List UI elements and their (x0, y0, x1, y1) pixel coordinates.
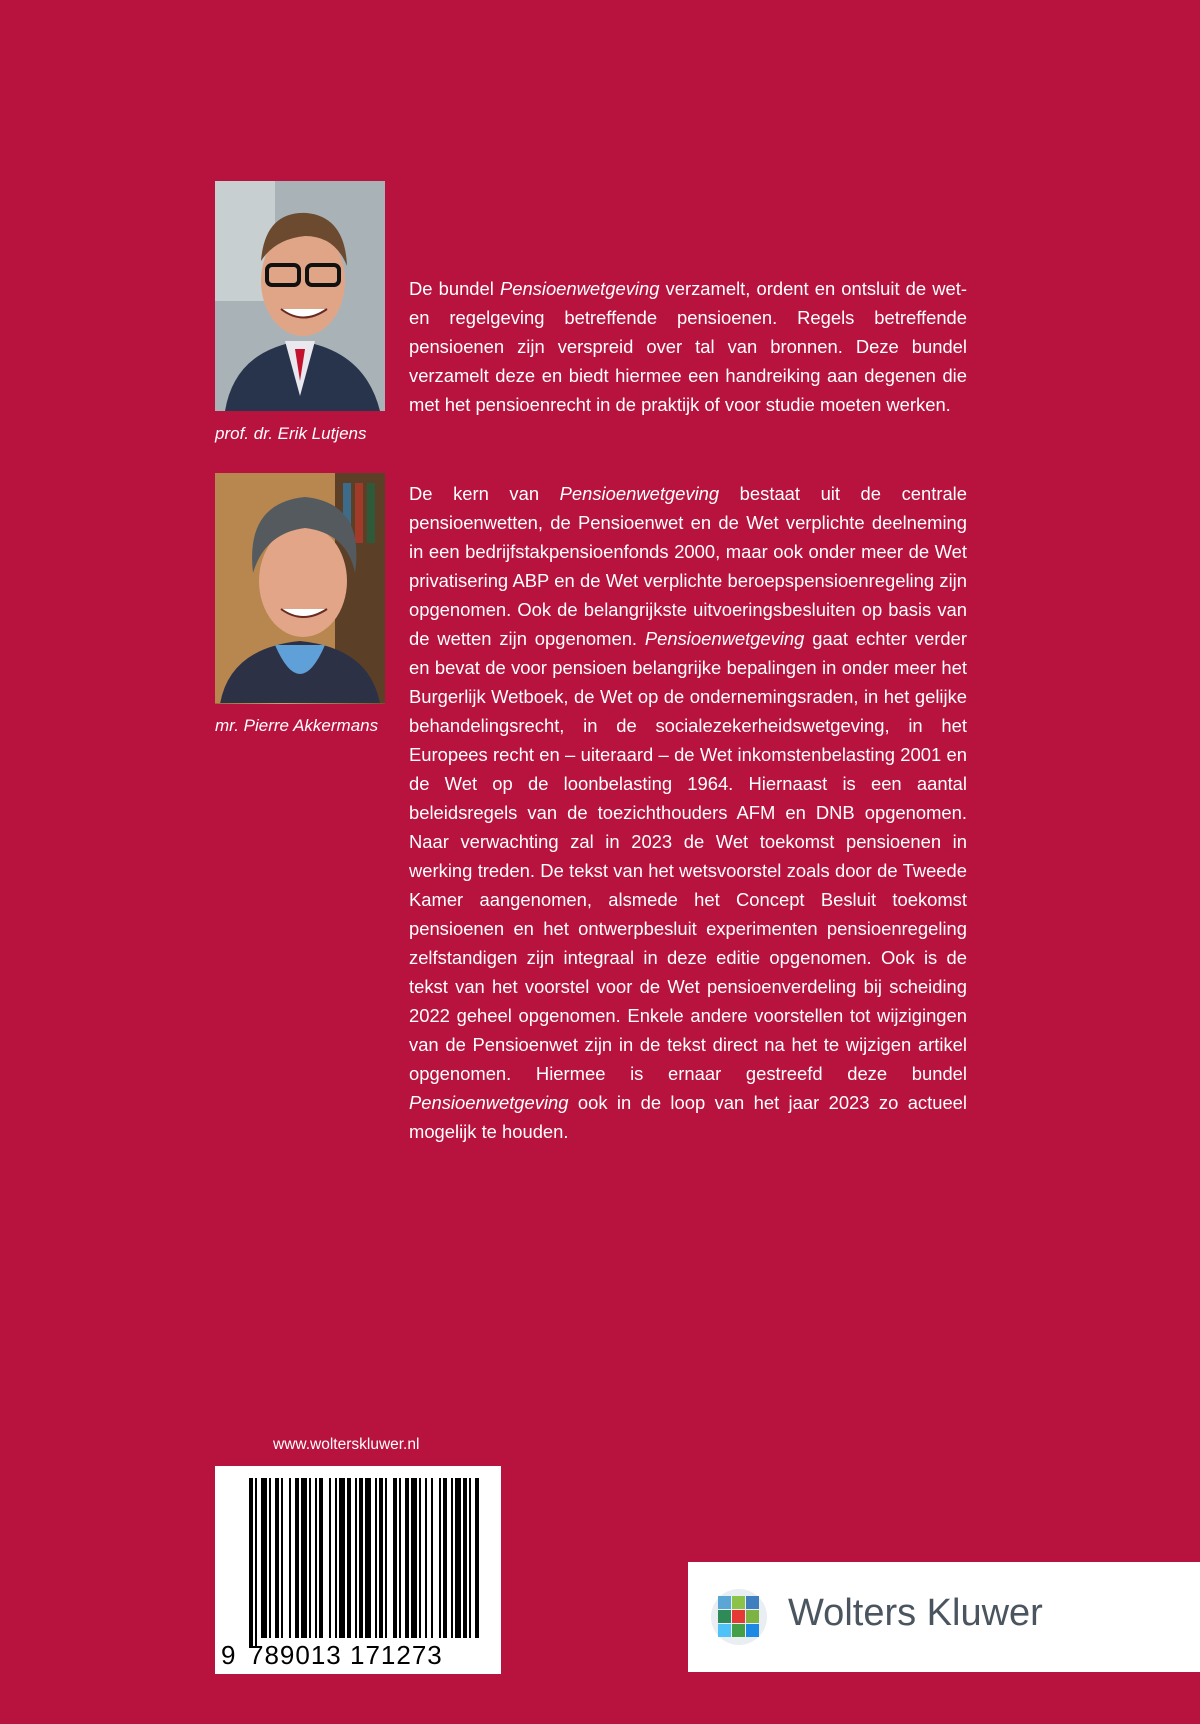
isbn-barcode (215, 1466, 501, 1674)
barcode-bar (365, 1478, 371, 1638)
author-caption-1: prof. dr. Erik Lutjens (215, 424, 367, 443)
barcode-bar (275, 1478, 279, 1638)
barcode-bar (281, 1478, 283, 1638)
description-paragraph-1 (409, 274, 967, 419)
publisher-logo-panel (688, 1562, 1200, 1672)
barcode-bar (249, 1478, 253, 1648)
para2-text-post: ook in de loop van het jaar 2023 zo actueel mogelijk te houden. (409, 1092, 967, 1142)
para2-title-italic-3: Pensioenwetgeving (409, 1092, 569, 1113)
para2-title-italic-1: Pensioenwetgeving (559, 483, 720, 504)
para2-text-mid1: bestaat uit de centrale pensioenwetten, de Pensioenwet en de Wet verplichte deelneming in een bedrijfstakpensioenfonds 2000, maar ook onder meer de Wet privatisering ABP en de Wet verplichte beroepspensioenregeling zijn opgenomen. Ook de belangrijkste uitvoeringsbesluiten op basis van de wetten zijn opgenomen. (409, 483, 967, 649)
barcode-bar (289, 1478, 291, 1638)
barcode-bar (375, 1478, 377, 1638)
isbn-first-digit: 9 (221, 1640, 237, 1670)
description-paragraph-2 (409, 479, 967, 1146)
barcode-bar (411, 1478, 417, 1638)
barcode-bar (309, 1478, 311, 1638)
barcode-bar (475, 1478, 479, 1638)
portrait-lutjens-drawing (215, 181, 385, 411)
para1-title-italic: Pensioenwetgeving (499, 278, 660, 299)
barcode-bar (405, 1478, 409, 1638)
barcode-bar (419, 1478, 421, 1638)
barcode-bar (261, 1478, 267, 1638)
barcode-bar (379, 1478, 383, 1638)
barcode-bar (439, 1478, 441, 1638)
para1-text-pre: De bundel (409, 278, 500, 299)
para1-text-post: verzamelt, ordent en ontsluit de wet- en regelgeving betreffende pensioenen. Regels betreffende pensioenen zijn verspreid over tal van bronnen. Deze bundel verzamelt deze en biedt hiermee een handreiking aan degenen die met het pensioenrecht in de praktijk of voor studie moeten werken. (409, 278, 967, 415)
barcode-bar (443, 1478, 447, 1638)
barcode-bar (393, 1478, 397, 1638)
barcode-bar (399, 1478, 401, 1638)
isbn-digits: 789013 171273 (249, 1640, 443, 1670)
barcode-bar (463, 1478, 467, 1638)
barcode-bar (431, 1478, 433, 1638)
wolters-kluwer-logo-icon (710, 1588, 768, 1646)
barcode-bar (451, 1478, 453, 1638)
barcode-bar (269, 1478, 271, 1638)
barcode-bar (469, 1478, 471, 1638)
barcode-bar (455, 1478, 461, 1638)
para2-title-italic-2: Pensioenwetgeving (644, 628, 805, 649)
publisher-name: Wolters Kluwer (788, 1592, 1043, 1634)
barcode-bar (301, 1478, 307, 1638)
barcode-bar (329, 1478, 331, 1638)
author-caption-2: mr. Pierre Akkermans (215, 716, 379, 735)
barcode-bar (347, 1478, 351, 1638)
barcode-bar (359, 1478, 363, 1638)
barcode-bar (255, 1478, 257, 1648)
barcode-bar (425, 1478, 427, 1638)
portrait-akkermans-drawing (215, 473, 385, 703)
author-photo-akkermans (215, 473, 385, 704)
barcode-bar (315, 1478, 317, 1638)
barcode-bar (355, 1478, 357, 1638)
author-photo-lutjens (215, 181, 385, 411)
barcode-bar (319, 1478, 323, 1638)
publisher-website: www.wolterskluwer.nl (273, 1436, 420, 1453)
barcode-bar (385, 1478, 387, 1638)
para2-text-mid2: gaat echter verder en bevat de voor pensioen belangrijke bepalingen in onder meer het Burgerlijk Wetboek, de Wet op de ondernemingsraden, in het gelijke behandelingsrecht, in de socialezekerheidswetgeving, in het Europees recht en – uiteraard – de Wet inkomstenbelasting 2001 en de Wet op de loonbelasting 1964. Hiernaast is een aantal beleidsregels van de toezichthouders AFM en DNB opgenomen. Naar verwachting zal in 2023 de Wet toekomst pensioenen in werking treden. De tekst van het wetsvoorstel zoals door de Tweede Kamer aangenomen, alsmede het Concept Besluit toekomst pensioenen en het ontwerpbesluit experimenten pensioenregeling zelfstandigen zijn integraal in deze editie opgenomen. Ook is de tekst van het voorstel voor de Wet pensioenverdeling bij scheiding 2022 geheel opgenomen. Enkele andere voorstellen tot wijzigingen van de Pensioenwet zijn in de tekst direct na het te wijzigen artikel opgenomen. Hiermee is ernaar gestreefd deze bundel (409, 628, 967, 1084)
barcode-bar (295, 1478, 299, 1638)
barcode-bar (339, 1478, 345, 1638)
barcode-bar (335, 1478, 337, 1638)
para2-text-pre: De kern van (409, 483, 560, 504)
